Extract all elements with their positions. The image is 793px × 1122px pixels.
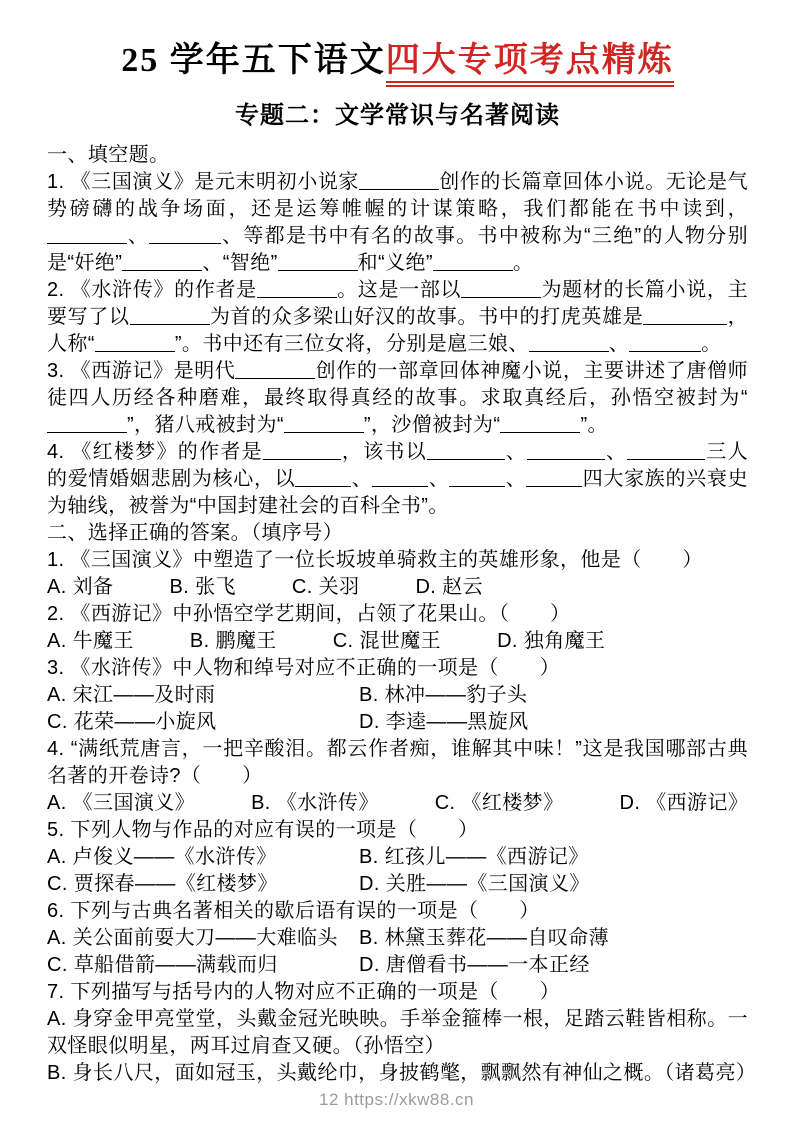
answer-blank: [500, 432, 580, 433]
answer-blank: [122, 270, 202, 271]
choice-options-row: [47, 790, 748, 817]
choice-option: B. 鹏魔王: [189, 629, 277, 652]
choice-option: C. 花荣——小旋风: [47, 710, 217, 733]
choice-option: C. 草船借箭——满载而归: [47, 953, 278, 976]
choice-question-stem: 7. 下列描写与括号内的人物对应不正确的一项是（ ）: [47, 980, 561, 1003]
fill-question: 1. 《三国演义》是元末明初小说家 创作的长篇章回体小说。无论是气势磅礴的战争场面，还是运筹帷幄的计谋策略，我们都能在书中读到，、 、等都是书中有名的故事。书中被称为“三绝”的人物分别是“奸绝” 、“智绝” 和“义绝” 。: [47, 170, 748, 274]
choice-option: A. 宋江——及时雨: [47, 683, 216, 706]
choice-option: C. 贾探春——《红楼梦》: [47, 872, 278, 895]
page-subtitle: 专题二：文学常识与名著阅读: [235, 101, 560, 129]
choice-option: C. 关羽: [291, 575, 360, 598]
answer-blank: [95, 351, 175, 352]
choice-options-row: [47, 925, 748, 952]
answer-blank: [372, 486, 428, 487]
choice-question-stem: 5. 下列人物与作品的对应有误的一项是（ ）: [47, 818, 479, 841]
answer-blank: [263, 459, 341, 460]
choice-option: D. 独角魔王: [497, 629, 606, 652]
answer-blank: [433, 270, 513, 271]
answer-blank: [461, 297, 541, 298]
answer-blank: [449, 486, 505, 487]
choice-option: D. 《西游记》: [619, 791, 749, 814]
answer-blank: [527, 459, 605, 460]
choice-option: B. 林冲——豹子头: [359, 683, 528, 706]
choice-option: B. 张飞: [169, 575, 236, 598]
section-1-heading: 一、填空题。: [47, 143, 170, 166]
answer-blank: [526, 486, 582, 487]
section-2-heading: 二、选择正确的答案。（填序号）: [47, 521, 343, 544]
answer-blank: [47, 432, 127, 433]
fill-question: 2. 《水浒传》的作者是 。这是一部以 为题材的长篇小说，主要写了以 为首的众多梁山好汉的故事。书中的打虎英雄是 ，人称“ ”。书中还有三位女将，分别是扈三娘、 、 。: [47, 278, 748, 355]
choice-question-stem: 1. 《三国演义》中塑造了一位长坂坡单骑救主的英雄形象，他是（ ）: [47, 548, 703, 571]
page-title-black-part: 25 学年五下语文: [121, 42, 386, 79]
answer-blank: [235, 378, 315, 379]
answer-blank: [257, 297, 337, 298]
choice-option: C. 《红楼梦》: [434, 791, 564, 814]
answer-blank: [130, 324, 210, 325]
choice-options-row: [47, 844, 748, 871]
answer-blank: [359, 189, 439, 190]
answer-blank: [627, 459, 705, 460]
choice-option: C. 混世魔王: [332, 629, 442, 652]
choice-option-paragraph: A. 身穿金甲亮堂堂，头戴金冠光映映。手举金箍棒一根，足踏云鞋皆相称。一双怪眼似明星，两耳过肩查又硬。（孙悟空）: [47, 1007, 748, 1057]
answer-blank: [278, 270, 358, 271]
choice-question-stem: 2. 《西游记》中孙悟空学艺期间，占领了花果山。（ ）: [47, 602, 571, 625]
page-footer: 12 https://xkw88.cn: [318, 1090, 475, 1109]
choice-option: A. 关公面前耍大刀——大难临头: [47, 926, 338, 949]
choice-option: D. 关胜——《三国演义》: [359, 872, 590, 895]
choice-question-stem: 3. 《水浒传》中人物和绰号对应不正确的一项是（ ）: [47, 656, 561, 679]
choice-option: A. 刘备: [47, 575, 114, 598]
choice-options-row: [47, 628, 748, 655]
choice-option: B. 红孩儿——《西游记》: [359, 845, 589, 868]
choice-question-stem: 6. 下列与古典名著相关的歇后语有误的一项是（ ）: [47, 899, 540, 922]
choice-option: B. 《水浒传》: [251, 791, 379, 814]
answer-blank: [149, 243, 221, 244]
choice-question-stem: 4. “满纸荒唐言，一把辛酸泪。都云作者痴，谁解其中味！”这是我国哪部古典名著的开卷诗?（ ）: [47, 737, 748, 787]
choice-option: D. 赵云: [415, 575, 484, 598]
choice-options-row: [47, 709, 748, 736]
answer-blank: [629, 351, 701, 352]
answer-blank: [643, 324, 727, 325]
choice-option: D. 李逵——黑旋风: [359, 710, 529, 733]
page-title-red-highlight: 四大专项考点精炼: [386, 42, 674, 87]
choice-option: A. 卢俊义——《水浒传》: [47, 845, 277, 868]
answer-blank: [529, 351, 609, 352]
worksheet-body: [47, 142, 757, 1087]
choice-options-row: [47, 871, 748, 898]
choice-option-paragraph: B. 身长八尺，面如冠玉，头戴纶巾，身披鹤氅，飘飘然有神仙之概。（诸葛亮）: [47, 1061, 757, 1084]
page-title: [47, 40, 748, 83]
answer-blank: [295, 486, 351, 487]
choice-option: A. 牛魔王: [47, 629, 134, 652]
choice-option: A. 《三国演义》: [47, 791, 196, 814]
choice-options-row: [47, 952, 748, 979]
choice-option: B. 林黛玉葬花——自叹命薄: [359, 926, 610, 949]
choice-option: D. 唐僧看书——一本正经: [359, 953, 590, 976]
answer-blank: [427, 459, 505, 460]
answer-blank: [284, 432, 364, 433]
choice-options-row: [47, 682, 748, 709]
fill-question: 3. 《西游记》是明代 创作的一部章回体神魔小说，主要讲述了唐僧师徒四人历经各种磨难，最终取得真经的故事。求取真经后，孙悟空被封为“”，猪八戒被封为“ ”，沙僧被封为“ ”。: [47, 359, 749, 436]
choice-options-row: [47, 574, 748, 601]
fill-question: 4. 《红楼梦》的作者是 ，该书以 、 、 三人的爱情婚姻悲剧为核心，以 、 、 、 四大家族的兴衰史为轴线，被誉为“中国封建社会的百科全书”。: [47, 440, 748, 517]
answer-blank: [47, 243, 127, 244]
